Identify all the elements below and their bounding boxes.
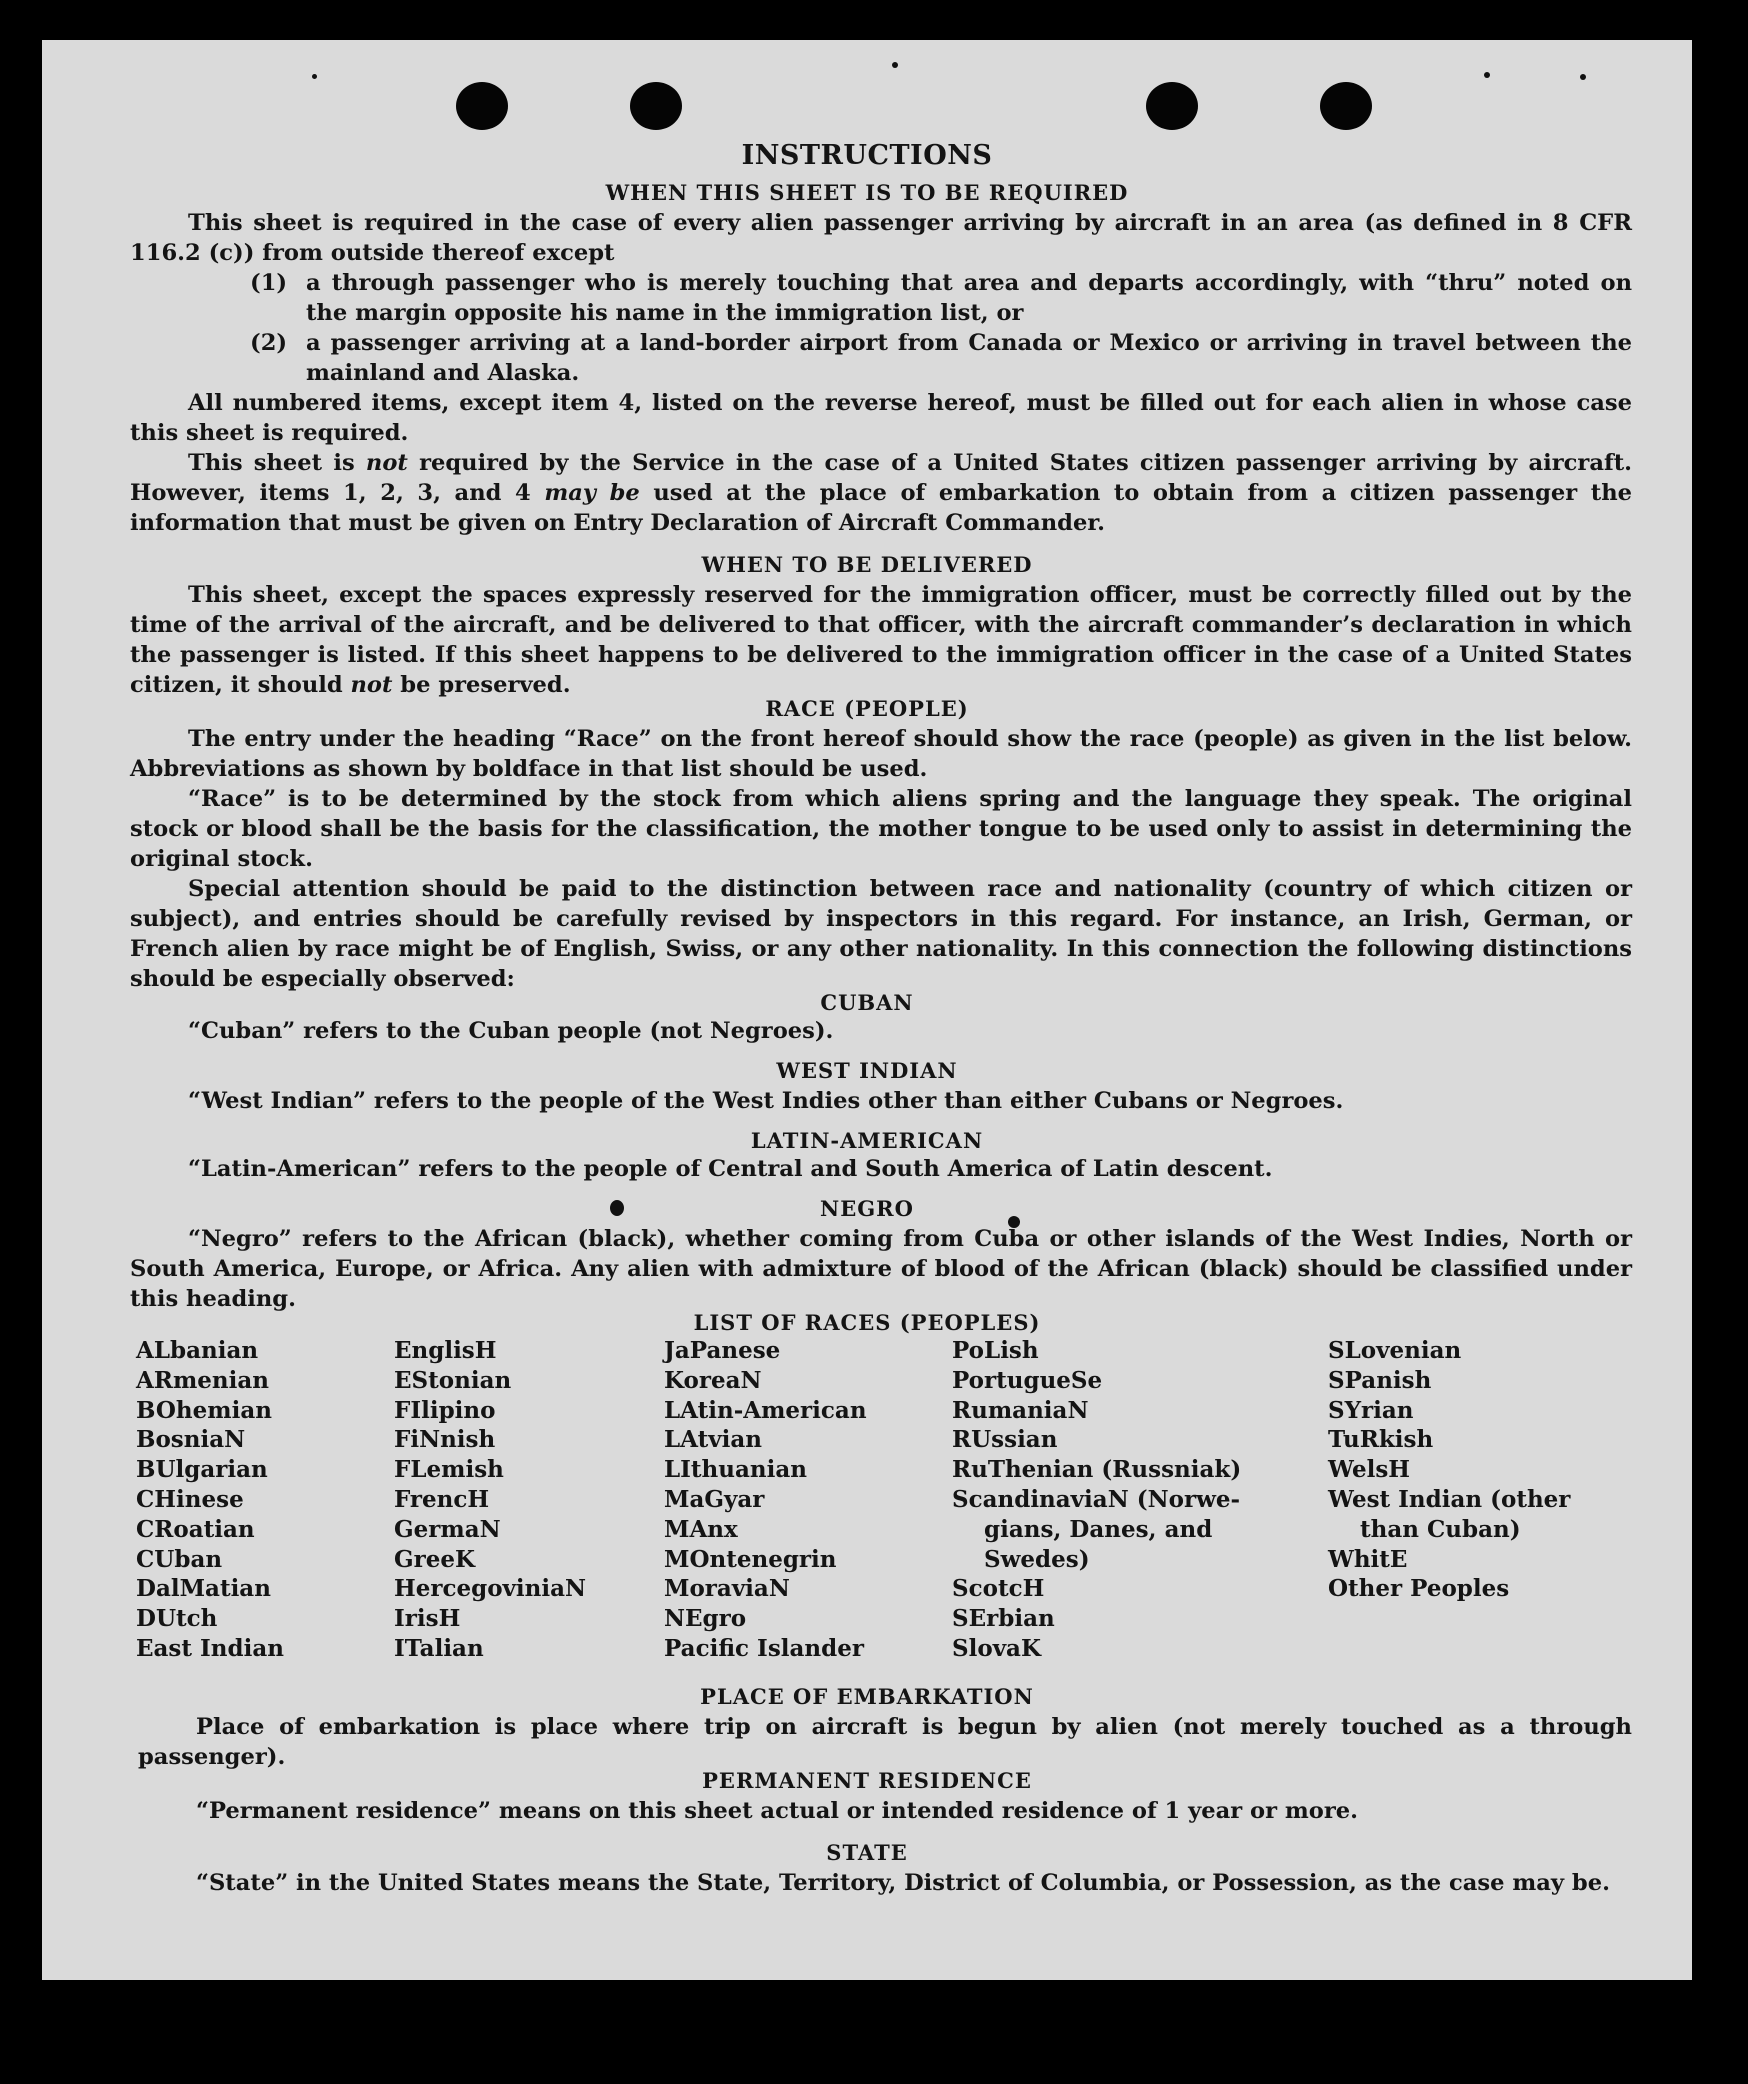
race-item: FIlipino — [394, 1396, 496, 1424]
paragraph-cuban: “Cuban” refers to the Cuban people (not Negroes). — [188, 1018, 834, 1044]
race-item: SLovenian — [1328, 1337, 1462, 1364]
paragraph-negro: “Negro” refers to the African (black), whether coming from Cuba or other islands of the West Indies, North or South America, Europe, or Africa. Any alien with admixture of blood of the African (black) should be classified under this heading. — [130, 1226, 1632, 1312]
race-item: GreeK — [394, 1545, 476, 1573]
punch-hole — [1146, 82, 1198, 130]
race-item: KoreaN — [664, 1366, 762, 1394]
race-item: FiNnish — [394, 1426, 496, 1454]
paper-speck — [1580, 74, 1586, 80]
paragraph-required-intro: This sheet is required in the case of every alien passenger arriving by aircraft in an area (as defined in 8 CFR 116.2 (c)) from outside thereof except — [130, 210, 1632, 266]
paragraph-latin-american: “Latin-American” refers to the people of Central and South America of Latin descent. — [188, 1156, 1273, 1182]
paragraph-state: “State” in the United States means the State, Territory, District of Columbia, or Possession, as the case may be. — [196, 1870, 1610, 1896]
race-item: BosniaN — [136, 1426, 246, 1454]
paper-speck — [312, 74, 317, 79]
paragraph-race-3: Special attention should be paid to the distinction between race and nationality (country of which citizen or subject), and entries should be carefully revised by inspectors in this regard. For instance, an Irish, German, or French alien by race might be of English, Swiss, or any other nationality. In this connection the following distinctions should be especially observed: — [130, 876, 1632, 992]
race-item: than Cuban) — [1360, 1515, 1521, 1543]
section-heading-residence: PERMANENT RESIDENCE — [702, 1768, 1032, 1793]
race-item: ScotcH — [952, 1575, 1045, 1603]
paragraph-west-indian: “West Indian” refers to the people of the West Indies other than either Cubans or Negroes. — [188, 1088, 1344, 1114]
section-heading-embarkation: PLACE OF EMBARKATION — [700, 1684, 1034, 1709]
punch-hole — [630, 82, 682, 130]
race-item: DalMatian — [136, 1575, 271, 1603]
race-item: CHinese — [136, 1485, 244, 1513]
paragraph-delivered: This sheet, except the spaces expressly reserved for the immigration officer, must be correctly filled out by the time of the arrival of the aircraft, and be delivered to that officer, with the aircraft commander’s declaration in which the passenger is listed. If this sheet happens to be delivered to the immigration officer in the case of a United States citizen, it should not be preserved. — [130, 582, 1632, 698]
race-item: MoraviaN — [664, 1575, 790, 1603]
race-item: TuRkish — [1328, 1426, 1434, 1454]
races-column-1 — [136, 1336, 284, 1664]
race-item: SYrian — [1328, 1396, 1414, 1424]
race-item: West Indian (other — [1328, 1485, 1571, 1513]
race-item: PortugueSe — [952, 1366, 1103, 1394]
paragraph-race-1: The entry under the heading “Race” on the front hereof should show the race (people) as given in the list below. Abbreviations as shown by boldface in that list should be used. — [130, 726, 1632, 782]
race-item: Swedes) — [984, 1545, 1090, 1573]
section-heading-west-indian: WEST INDIAN — [776, 1058, 958, 1083]
race-item: NEgro — [664, 1605, 747, 1633]
exception-number: (2) — [250, 330, 288, 356]
race-item: gians, Danes, and — [984, 1515, 1213, 1543]
race-item: SlovaK — [952, 1634, 1041, 1662]
section-heading-latin-american: LATIN-AMERICAN — [750, 1128, 984, 1153]
paragraph-residence: “Permanent residence” means on this sheet actual or intended residence of 1 year or more. — [196, 1798, 1359, 1824]
race-item: GermaN — [394, 1515, 501, 1543]
race-item: Pacific Islander — [664, 1634, 864, 1662]
race-item: RumaniaN — [952, 1396, 1089, 1424]
races-column-2 — [394, 1336, 586, 1664]
race-item: ALbanian — [136, 1337, 259, 1364]
section-heading-races-list: LIST OF RACES (PEOPLES) — [693, 1310, 1041, 1335]
paragraph-numbered-items: All numbered items, except item 4, listed on the reverse hereof, must be filled out for each alien in whose case this sheet is required. — [130, 390, 1632, 446]
race-item: EnglisH — [394, 1337, 497, 1364]
race-item: SErbian — [952, 1605, 1055, 1633]
exception-text: a passenger arriving at a land-border airport from Canada or Mexico or arriving in travel between the mainland and Alaska. — [306, 330, 1632, 386]
race-item: FrencH — [394, 1485, 490, 1513]
race-item: RuThenian (Russniak) — [952, 1456, 1242, 1484]
races-column-4 — [952, 1336, 1241, 1664]
paper-speck — [1484, 72, 1490, 78]
races-column-5 — [1328, 1336, 1570, 1604]
exception-number: (1) — [250, 270, 288, 296]
section-heading-required: WHEN THIS SHEET IS TO BE REQUIRED — [605, 180, 1129, 205]
section-heading-cuban: CUBAN — [820, 990, 914, 1015]
race-item: LAtvian — [664, 1426, 762, 1454]
section-heading-negro: NEGRO — [820, 1196, 914, 1221]
race-item: PoLish — [952, 1337, 1039, 1364]
race-item: Other Peoples — [1328, 1575, 1510, 1603]
race-item: RUssian — [952, 1426, 1058, 1454]
race-item: WhitE — [1328, 1545, 1408, 1573]
page-title: INSTRUCTIONS — [741, 140, 993, 171]
race-item: FLemish — [394, 1456, 504, 1484]
section-heading-delivered: WHEN TO BE DELIVERED — [701, 552, 1033, 577]
exception-text: a through passenger who is merely touching that area and departs accordingly, with “thru” noted on the margin opposite his name in the immigration list, or — [306, 270, 1632, 326]
race-item: DUtch — [136, 1605, 218, 1633]
race-item: MaGyar — [664, 1485, 765, 1513]
race-item: ScandinaviaN (Norwe- — [952, 1485, 1241, 1513]
race-item: BOhemian — [136, 1396, 272, 1424]
race-item: CUban — [136, 1545, 223, 1573]
race-item: MOntenegrin — [664, 1545, 837, 1573]
race-item: LIthuanian — [664, 1456, 807, 1484]
race-item: ARmenian — [136, 1366, 270, 1394]
race-item: CRoatian — [136, 1515, 255, 1543]
race-item: SPanish — [1328, 1366, 1432, 1394]
race-item: BUlgarian — [136, 1456, 268, 1484]
race-item: IrisH — [394, 1605, 461, 1633]
paragraph-embarkation: Place of embarkation is place where trip on aircraft is begun by alien (not merely touched as a through passenger). — [138, 1714, 1632, 1770]
race-item: MAnx — [664, 1515, 738, 1543]
punch-hole — [456, 82, 508, 130]
section-heading-race: RACE (PEOPLE) — [765, 696, 969, 721]
punch-hole — [1320, 82, 1372, 130]
paragraph-citizen: This sheet is not required by the Service in the case of a United States citizen passenger arriving by aircraft. However, items 1, 2, 3, and 4 may be used at the place of embarkation to obtain from a citizen passenger the information that must be given on Entry Declaration of Aircraft Commander. — [130, 450, 1633, 536]
paper-speck — [892, 62, 898, 68]
race-item: EStonian — [394, 1366, 512, 1394]
paragraph-race-2: “Race” is to be determined by the stock from which aliens spring and the language they speak. The original stock or blood shall be the basis for the classification, the mother tongue to be used only to assist in determining the original stock. — [130, 786, 1632, 872]
race-item: HercegoviniaN — [394, 1575, 587, 1603]
section-heading-state: STATE — [826, 1840, 908, 1865]
race-item: WelsH — [1328, 1456, 1411, 1484]
race-item: ITalian — [394, 1634, 484, 1662]
races-column-3 — [664, 1336, 867, 1664]
race-item: East Indian — [136, 1634, 284, 1662]
race-item: JaPanese — [664, 1337, 781, 1364]
form-sheet — [42, 40, 1692, 1980]
race-item: LAtin-American — [664, 1396, 867, 1424]
